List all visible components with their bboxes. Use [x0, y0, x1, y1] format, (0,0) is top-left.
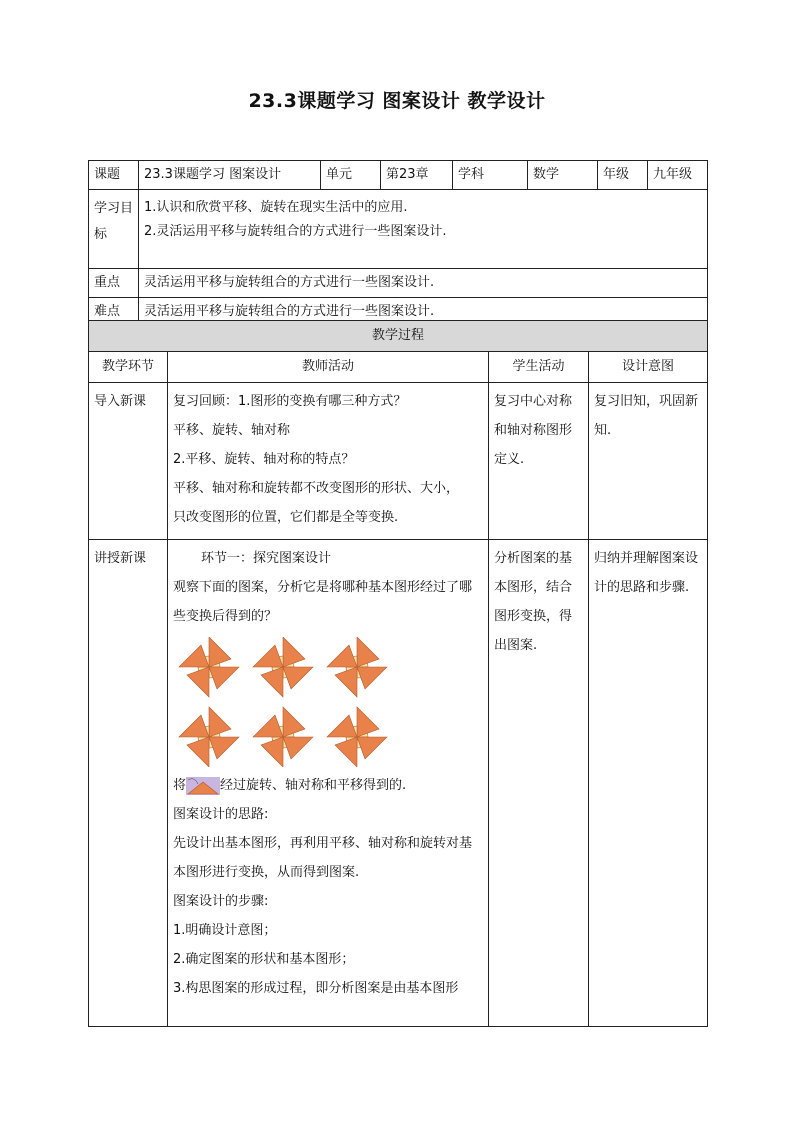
stage-label: 导入新课: [89, 383, 168, 540]
section-heading: 环节一：探究图案设计: [201, 551, 332, 566]
topic-value: 23.3课题学习 图案设计: [139, 161, 321, 190]
teacher-activity: [168, 540, 489, 1027]
windmill-motif: [253, 637, 313, 697]
process-band-label: 教学过程: [89, 321, 708, 352]
teacher-activity: [168, 383, 489, 540]
column-header: 教师活动: [168, 352, 489, 383]
windmill-triangle: [357, 707, 379, 737]
process-band: [89, 321, 708, 352]
teacher-line: 复习回顾：1.图形的变换有哪三种方式？: [173, 394, 407, 409]
basic-prefix: 将: [173, 778, 187, 793]
unit-label: 单元: [321, 161, 381, 190]
windmill-motif: [253, 707, 313, 767]
design-intent: 复习旧知，巩固新知.: [589, 383, 708, 540]
teacher-line: 2.平移、旋转、轴对称的特点？: [173, 452, 355, 467]
student-activity: 复习中心对称和轴对称图形定义.: [489, 383, 589, 540]
design-intent: 归纳并理解图案设计的思路和步骤.: [589, 540, 708, 1027]
info-table: [88, 160, 708, 327]
info-row-key: [89, 269, 708, 298]
process-header-row: [89, 352, 708, 383]
goal-item: 1.认识和欣赏平移、旋转在现实生活中的应用.: [144, 200, 408, 215]
windmill-motif: [179, 707, 239, 767]
windmill-triangle: [283, 737, 313, 759]
windmill-triangle: [335, 737, 357, 767]
stage-label: 讲授新课: [89, 540, 168, 1027]
steps-title: 图案设计的步骤:: [173, 894, 269, 909]
teacher-line: 只改变图形的位置，它们都是全等变换.: [173, 510, 399, 525]
windmill-triangle: [261, 667, 283, 697]
windmill-triangle: [209, 637, 231, 667]
teacher-question: 观察下面的图案，分析它是将哪种基本图形经过了哪些变换后得到的？: [173, 580, 473, 624]
idea-text: 先设计出基本图形，再利用平移、轴对称和旋转对基本图形进行变换，从而得到图案.: [173, 836, 473, 880]
difficulty-value: 灵活运用平移与旋转组合的方式进行一些图案设计.: [139, 298, 708, 327]
topic-label: 课题: [89, 161, 139, 190]
column-header: 学生活动: [489, 352, 589, 383]
windmill-motif: [179, 637, 239, 697]
key-value: 灵活运用平移与旋转组合的方式进行一些图案设计.: [139, 269, 708, 298]
windmill-pattern-figure: [173, 637, 393, 767]
difficulty-label: 难点: [89, 298, 139, 327]
windmill-triangle: [357, 637, 379, 667]
windmill-triangle: [335, 667, 357, 697]
windmill-triangle: [187, 737, 209, 767]
process-table: [88, 320, 708, 1027]
windmill-triangle: [253, 715, 283, 737]
windmill-triangle: [357, 667, 387, 689]
student-activity: 分析图案的基本图形，结合图形变换，得出图案.: [489, 540, 589, 1027]
step-item: 3.构思图案的形成过程，即分析图案是由基本图形: [173, 981, 459, 996]
page-title: 23.3课题学习 图案设计 教学设计: [248, 90, 546, 112]
subject-value: 数学: [528, 161, 598, 190]
windmill-triangle: [253, 645, 283, 667]
windmill-motif: [327, 707, 387, 767]
info-row-topic: [89, 161, 708, 190]
key-label: 重点: [89, 269, 139, 298]
windmill-triangle: [209, 707, 231, 737]
subject-label: 学科: [453, 161, 528, 190]
unit-value: 第23章: [381, 161, 453, 190]
windmill-triangle: [179, 715, 209, 737]
goal-list: [139, 190, 708, 269]
teacher-line: 平移、轴对称和旋转都不改变图形的形状、大小，: [173, 481, 460, 496]
step-item: 2.确定图案的形状和基本图形；: [173, 952, 355, 967]
goal-label: 学习目标: [89, 190, 139, 269]
process-row-intro: [89, 383, 708, 540]
idea-title: 图案设计的思路:: [173, 807, 269, 822]
teacher-line: 平移、旋转、轴对称: [173, 423, 291, 438]
column-header: 设计意图: [589, 352, 708, 383]
basic-suffix: 经过旋转、轴对称和平移得到的.: [220, 778, 407, 793]
windmill-triangle: [261, 737, 283, 767]
info-row-goals: [89, 190, 708, 269]
step-item: 1.明确设计意图；: [173, 923, 277, 938]
goal-item: 2.灵活运用平移与旋转组合的方式进行一些图案设计.: [144, 224, 447, 239]
windmill-triangle: [283, 637, 305, 667]
basic-shape-sentence: [173, 771, 483, 800]
basic-shape-icon: [186, 776, 220, 796]
windmill-triangle: [187, 667, 209, 697]
grade-label: 年级: [598, 161, 648, 190]
column-header: 教学环节: [89, 352, 168, 383]
windmill-motif: [327, 637, 387, 697]
windmill-triangle: [327, 715, 357, 737]
process-row-teach: [89, 540, 708, 1027]
windmill-triangle: [283, 707, 305, 737]
grade-value: 九年级: [648, 161, 708, 190]
windmill-triangle: [327, 645, 357, 667]
windmill-triangle: [357, 737, 387, 759]
windmill-triangle: [179, 645, 209, 667]
windmill-triangle: [283, 667, 313, 689]
windmill-triangle: [209, 737, 239, 759]
windmill-triangle: [209, 667, 239, 689]
